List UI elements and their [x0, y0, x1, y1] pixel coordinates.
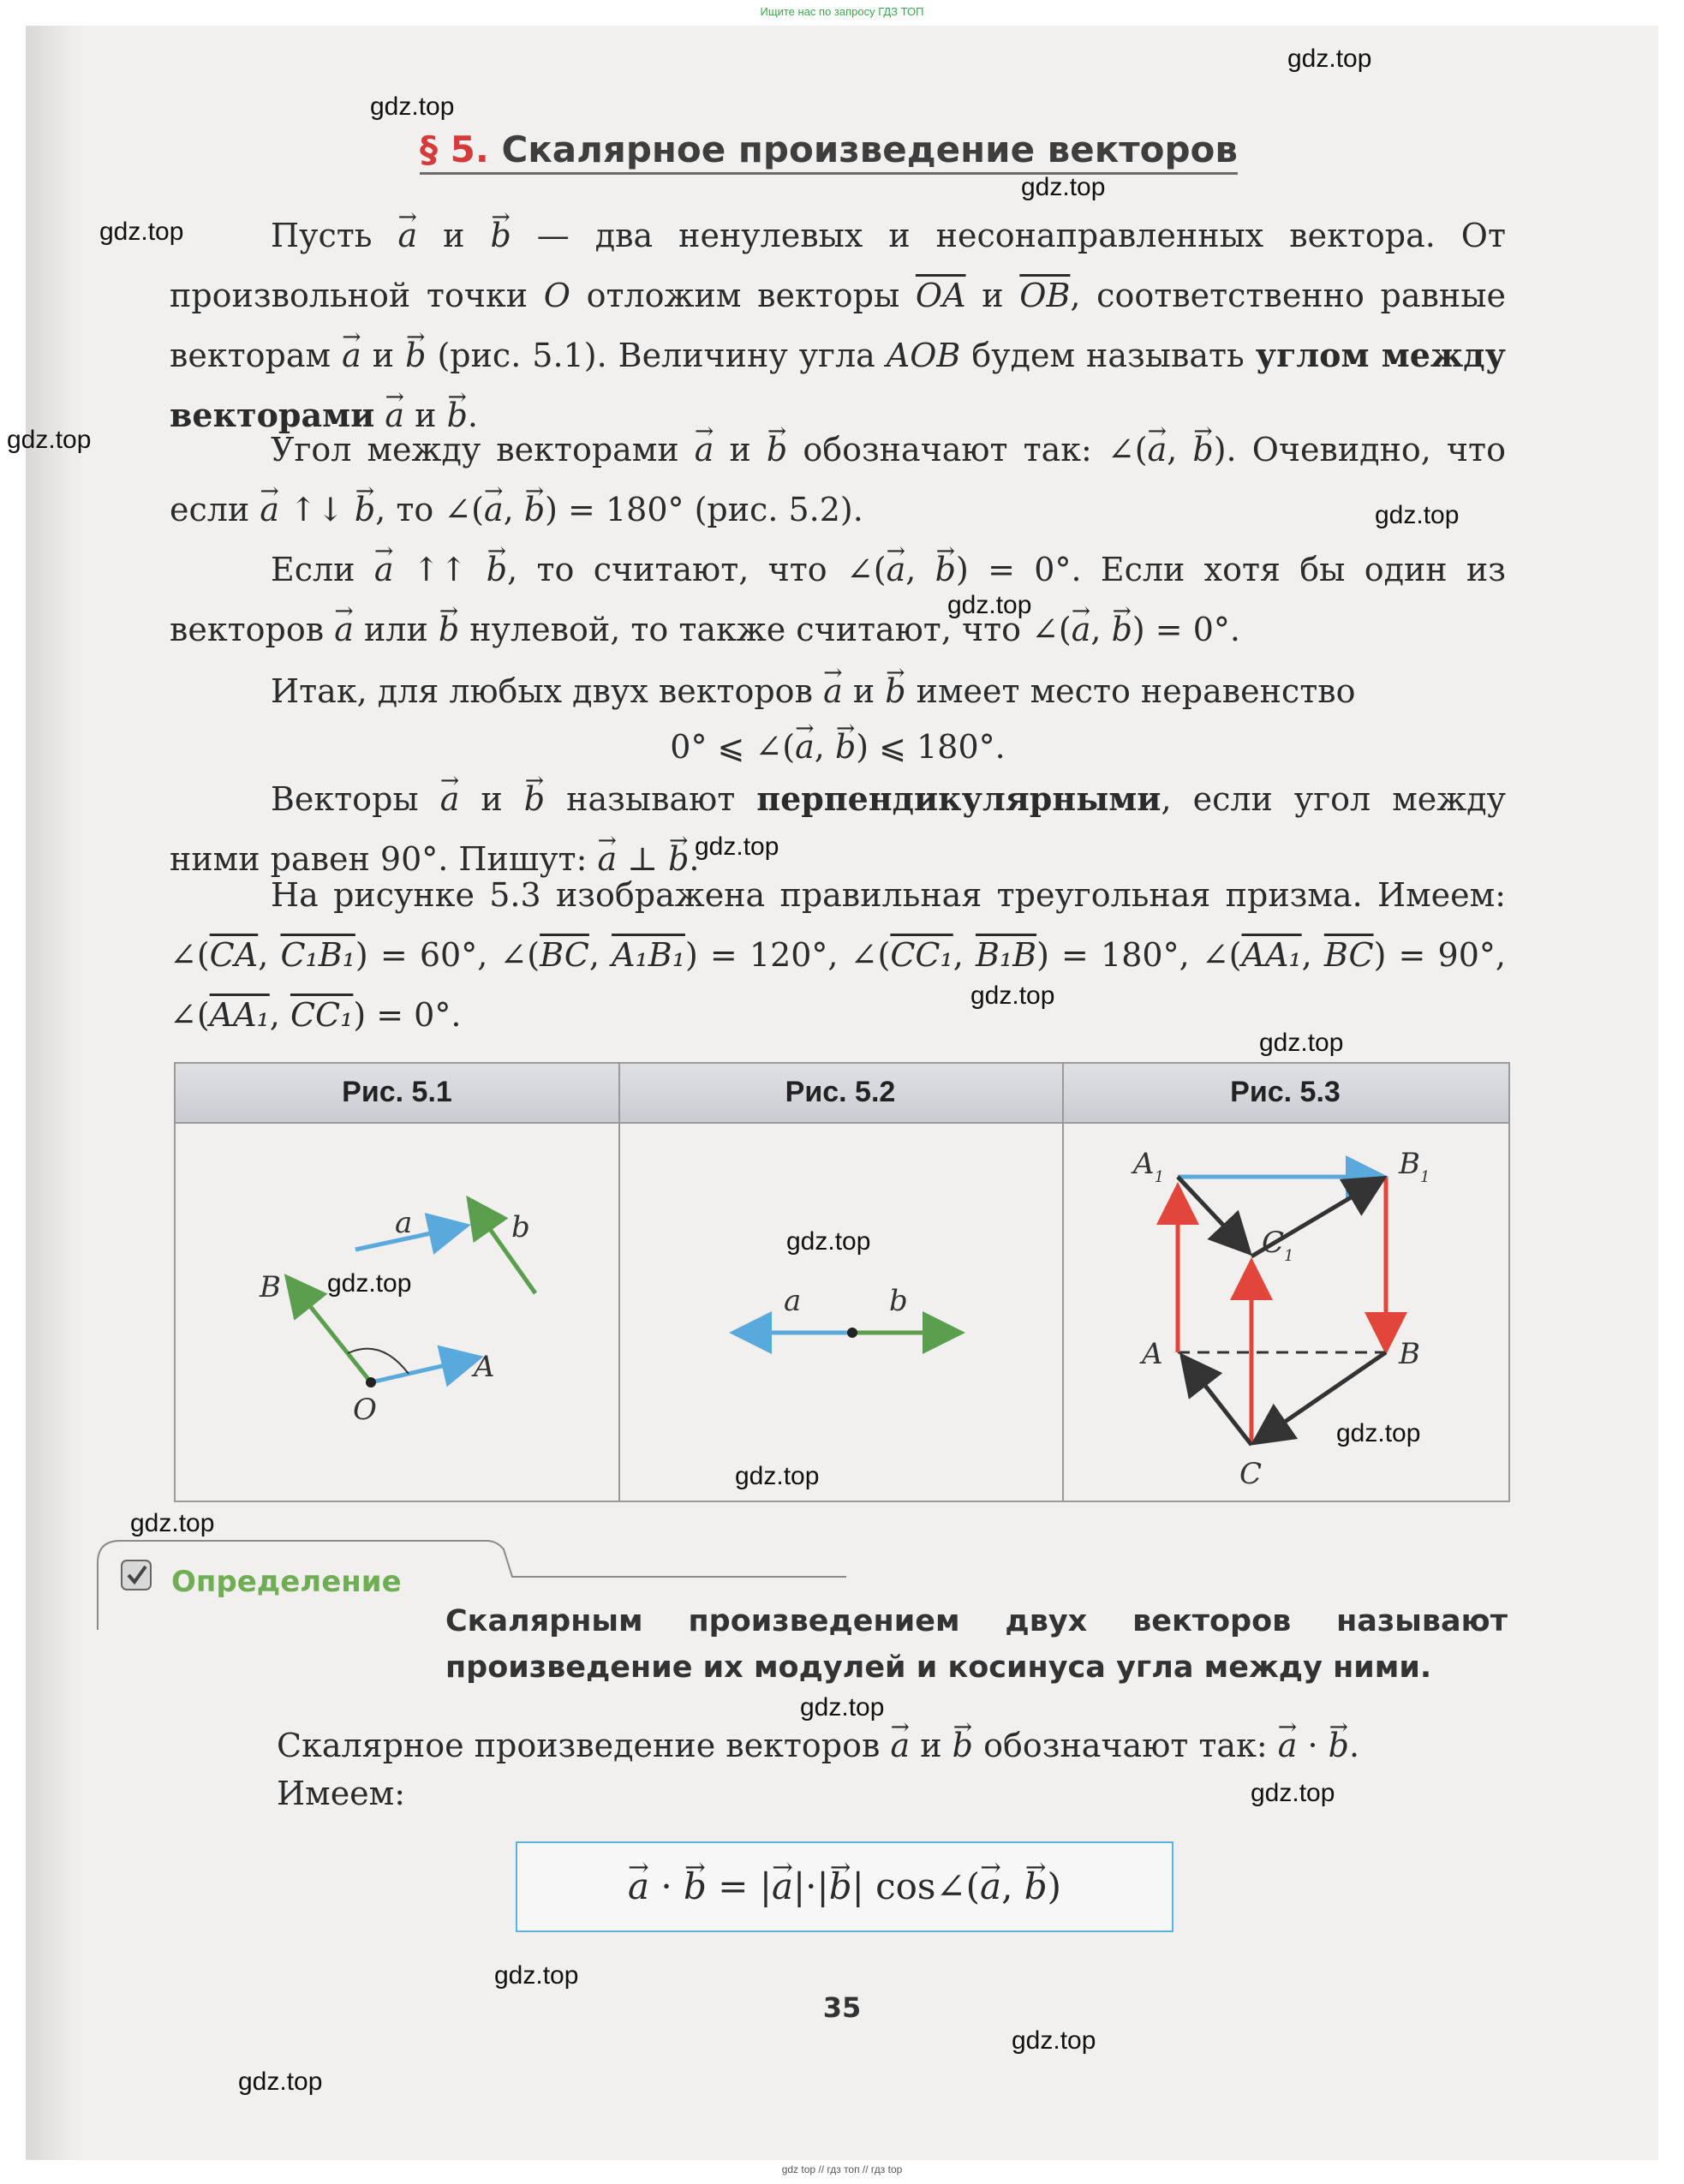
definition-text: Скалярным произведением двух векторов называют произведение их модулей и косинуса угла между ними.	[445, 1604, 1508, 1685]
watermark: gdz.top	[1021, 173, 1106, 201]
watermark: gdz.top	[695, 832, 779, 861]
paragraph-perpendicular: Векторы → a и → b называют перпендикулярными, если угол между ними равен 90°. Пишут: → a ⊥ → b.	[170, 769, 1506, 889]
section-number: § 5.	[420, 128, 489, 170]
paragraph-definition-angle: Пусть → a и → b — два ненулевых и несонаправленных вектора. От произвольной точки O отложим векторы $\overline{OA}$ и $\overline{OB}$, соответственно равные векторам → a и → b (рис. 5.1). Величину угла AOB будем называть углом между векторами → a и → b.	[170, 206, 1506, 445]
center-point	[847, 1328, 857, 1338]
label-C1: $C_1$	[1262, 1226, 1294, 1265]
paragraph-inequality-intro: Итак, для любых двух векторов → a и → b имеет место неравенство	[170, 661, 1506, 721]
vector-oa	[371, 1358, 475, 1382]
label-b: b	[889, 1284, 908, 1318]
watermark: gdz.top	[970, 982, 1055, 1010]
label-B: B	[260, 1270, 281, 1304]
watermark: gdz.top	[1287, 45, 1372, 73]
watermark: gdz.top	[494, 1961, 579, 1990]
watermark: gdz.top	[370, 92, 455, 121]
watermark: gdz.top	[800, 1693, 885, 1722]
watermark: gdz.top	[99, 218, 184, 246]
watermark: gdz.top	[786, 1227, 871, 1256]
definition-label: Определение	[171, 1565, 402, 1599]
dot-product-formula: → a · → b = |→ a|·|→ b| cos∠(→ a, → b)	[516, 1841, 1173, 1932]
angle-arc	[348, 1349, 409, 1374]
page-spine-shadow	[26, 26, 86, 2160]
label-A1: $A_1$	[1133, 1147, 1165, 1186]
watermark: gdz.top	[947, 591, 1032, 619]
label-A: A	[474, 1350, 495, 1384]
check-icon	[122, 1560, 151, 1590]
watermark: gdz.top	[1012, 2026, 1096, 2055]
watermark: gdz.top	[1251, 1779, 1335, 1807]
figure-title-5-1: Рис. 5.1	[342, 1076, 452, 1108]
label-a: a	[395, 1206, 413, 1240]
watermark: gdz.top	[1259, 1029, 1344, 1057]
edge-a1c1	[1178, 1177, 1246, 1250]
paragraph-zero-angle: Если → a ↑↑ → b, то считают, что ∠(→ a, → b) = 0°. Если хотя бы один из векторов → a или → b нулевой, то также считают, что ∠(→ a, → b) = 0°.	[170, 540, 1506, 659]
label-C: C	[1239, 1457, 1263, 1491]
bottom-note: gdz top // гдз топ // гдз top	[781, 2163, 903, 2175]
label-B: B	[1399, 1337, 1420, 1371]
paragraph-angle-notation: Угол между векторами → a и → b обозначают так: ∠(→ a, → b). Очевидно, что если → a ↑↓ → b, то ∠(→ a, → b) = 180° (рис. 5.2).	[170, 420, 1506, 540]
figure-title-5-3: Рис. 5.3	[1230, 1076, 1341, 1108]
vector-ca	[1185, 1359, 1251, 1445]
figure-5-1	[259, 1202, 535, 1427]
watermark: gdz.top	[7, 426, 92, 454]
label-a: a	[784, 1284, 802, 1318]
label-B1: $B_1$	[1399, 1147, 1430, 1186]
label-A: A	[1142, 1337, 1163, 1371]
label-O: O	[353, 1393, 377, 1427]
watermark: gdz.top	[1336, 1419, 1421, 1447]
watermark: gdz.top	[1375, 501, 1460, 529]
top-note: Ищите нас по запросу ГДЗ ТОП	[760, 5, 924, 18]
figure-title-5-2: Рис. 5.2	[785, 1076, 896, 1108]
figures-drawing	[176, 1124, 1508, 1499]
inequality: 0° ⩽ ∠(→ a, → b) ⩽ 180°.	[170, 721, 1506, 773]
figure-5-2	[737, 1284, 957, 1338]
watermark: gdz.top	[735, 1462, 820, 1490]
figures-table	[174, 1062, 1510, 1502]
paragraph-dot-product-notation: Скалярное произведение векторов → a и → b обозначают так: → a · → b. Имеем:	[277, 1722, 1510, 1817]
section-title-text: Скалярное произведение векторов	[501, 128, 1238, 170]
page-number: 35	[822, 1991, 862, 2024]
watermark: gdz.top	[130, 1509, 215, 1537]
vector-bc	[1257, 1352, 1386, 1441]
vector-ob	[290, 1280, 371, 1382]
label-b: b	[511, 1210, 530, 1244]
watermark: gdz.top	[327, 1269, 412, 1298]
paragraph-prism-example: На рисунке 5.3 изображена правильная треугольная призма. Имеем: $\angle(\overline{CA}$, C₁B₁) = 60°, $\angle(\overline{BC}$, A₁B₁) = 120°, ∠(CC₁, B₁B) = 180°, ∠(AA₁, $\overline{BC}) = 90^\circ$, ∠(AA₁, CC₁) = 0°.	[170, 876, 1506, 1034]
figure-5-3	[1131, 1147, 1430, 1491]
watermark: gdz.top	[238, 2068, 323, 2096]
point-o	[366, 1377, 376, 1387]
section-title	[420, 128, 1238, 175]
